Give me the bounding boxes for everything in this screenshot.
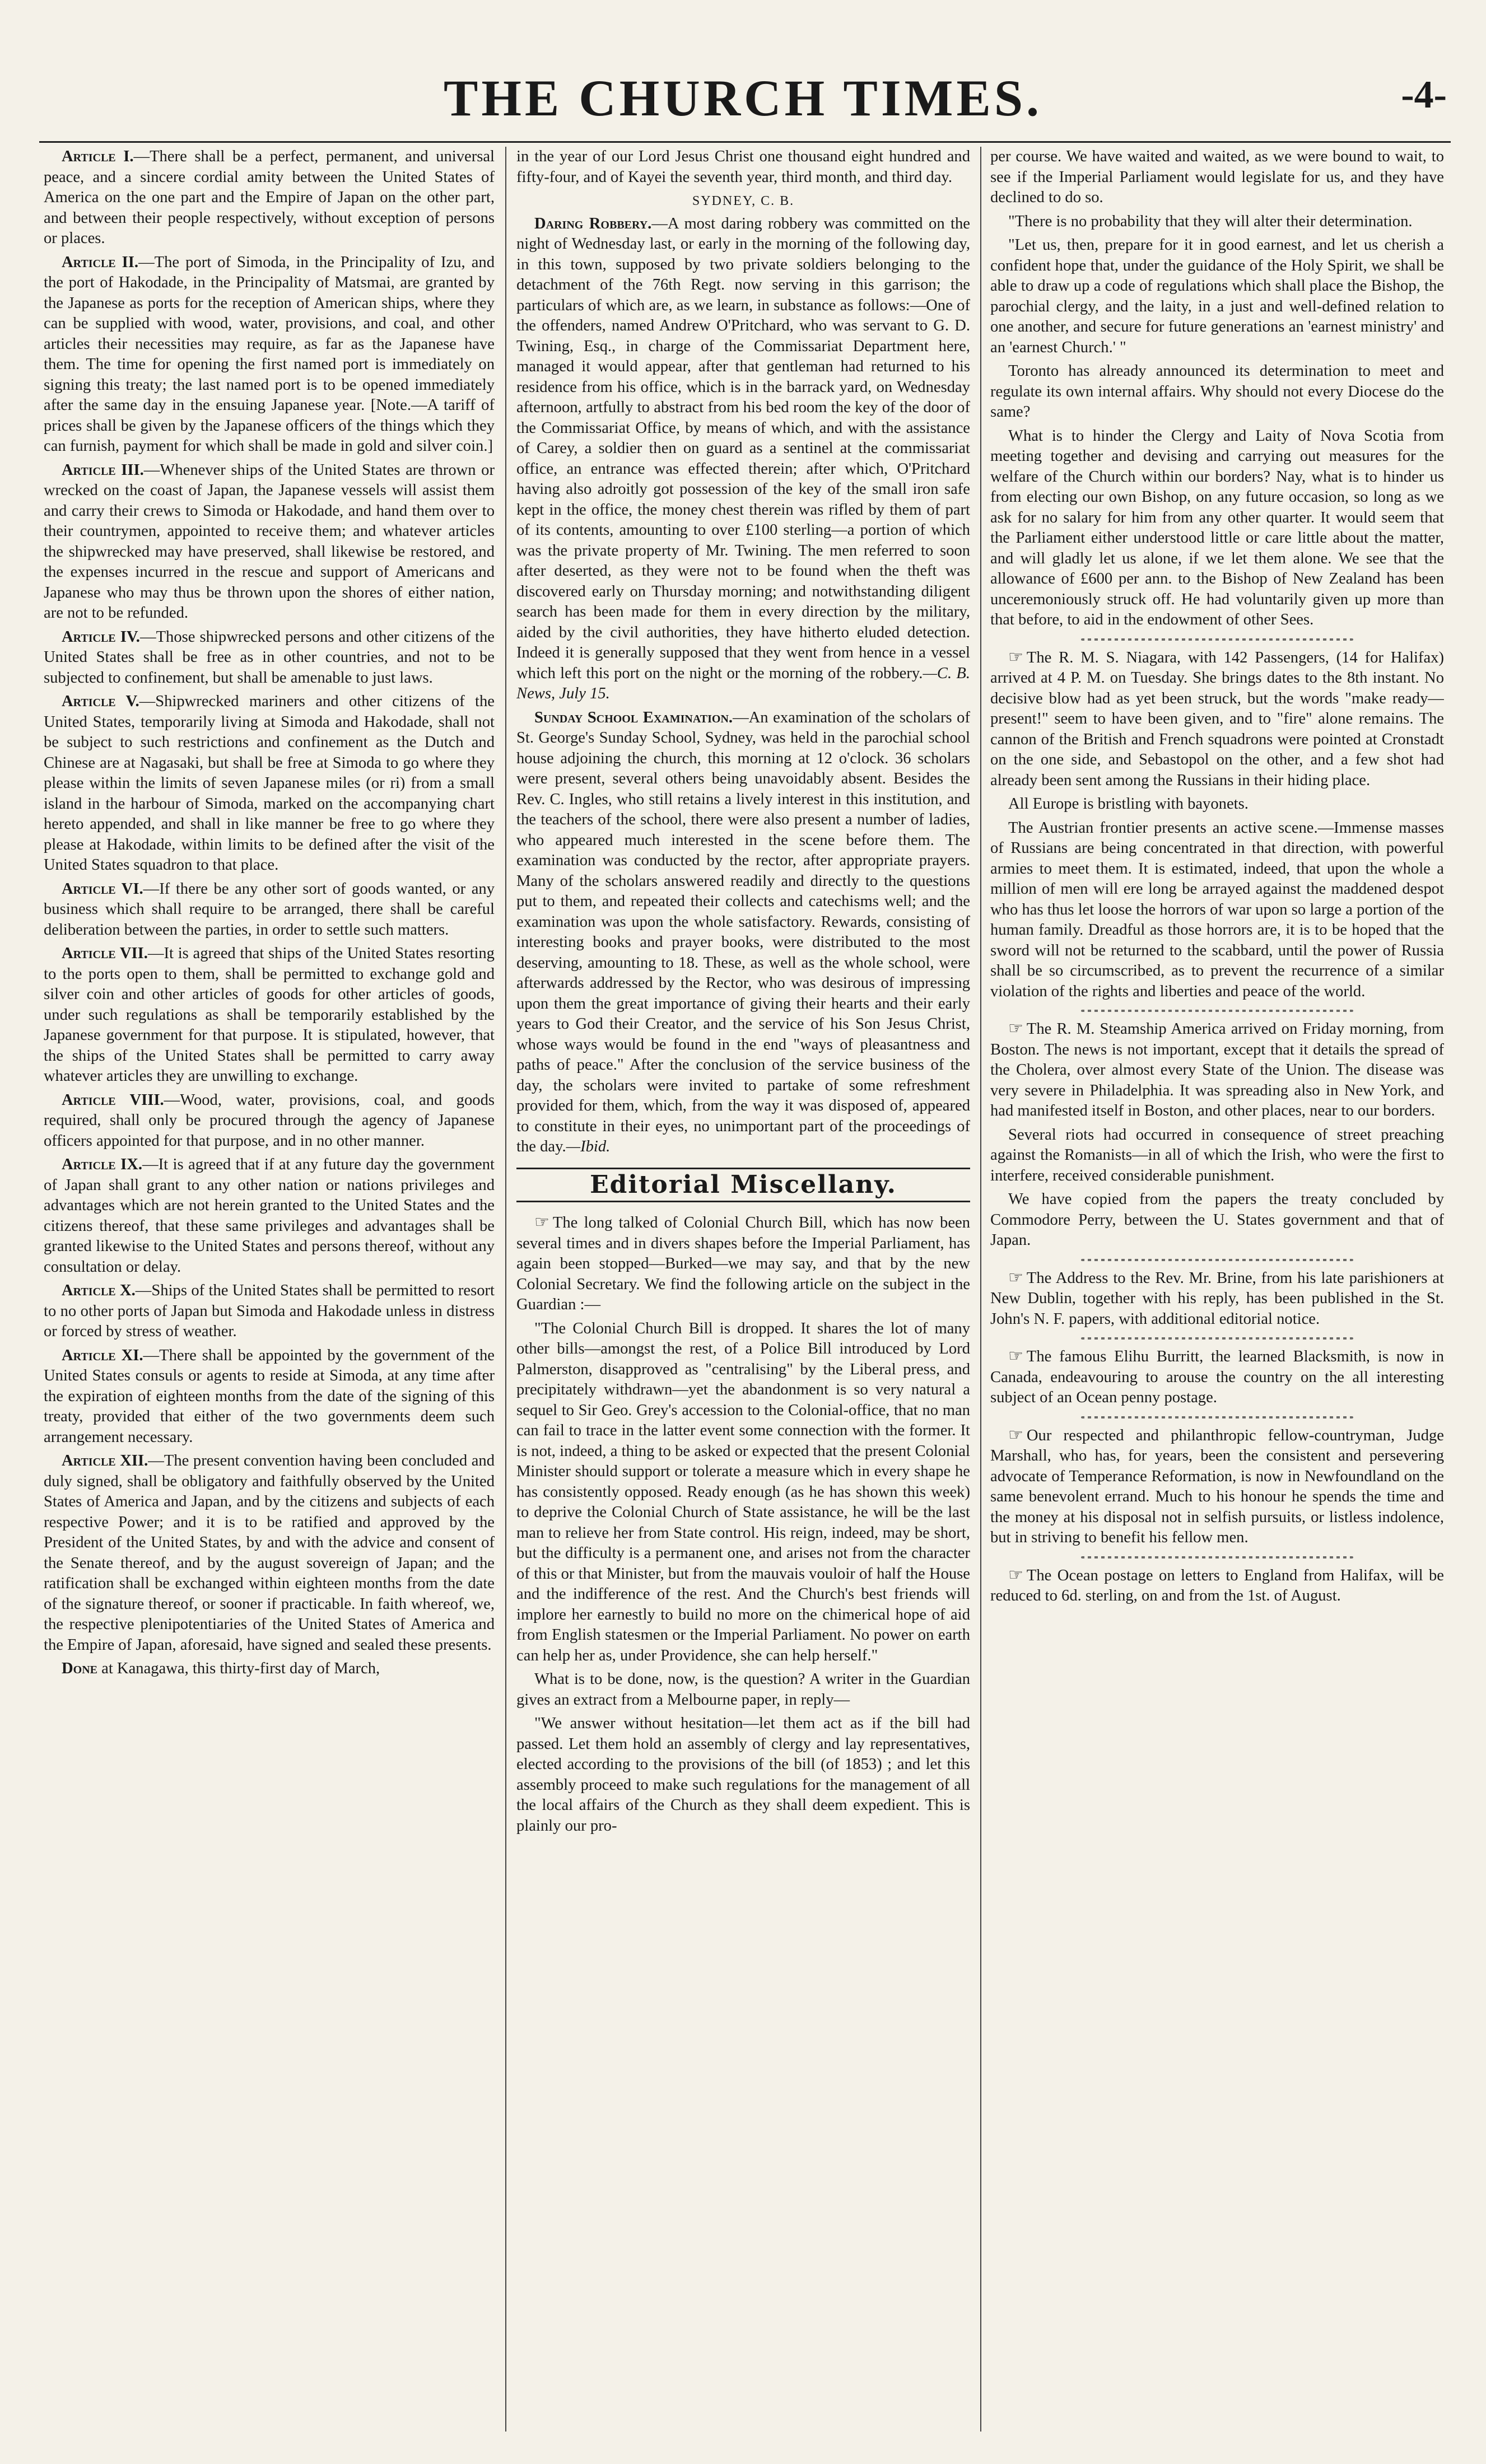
treaty-article	[44, 253, 495, 457]
article-heading: Article II.	[62, 253, 139, 271]
treaty-date-continued: in the year of our Lord Jesus Christ one thousand eight hundred and fifty-four, and of Kayei the seventh year, third month, and third day.	[516, 148, 970, 186]
separator	[1081, 1556, 1353, 1558]
news-item	[990, 1565, 1444, 1607]
article-body: —The present convention having been concluded and duly signed, shall be obligatory and faithfully observed by the United States of America and Japan, and by the citizens and subjects of each respective Power; and it is to be ratified and approved by the President of the United States, by and with the advice and consent of the Senate thereof, and by the august sovereign of Japan; and the ratification shall be exchanged within eighteen months from the date of the signature thereof, or sooner if practicable. In faith whereof, we, the respective plenipotentiaries of the United States of America and the Empire of Japan, aforesaid, have signed and sealed these presents.	[44, 1452, 495, 1654]
article-heading: Article XI.	[62, 1346, 143, 1364]
news-item: The Austrian frontier presents an active scene.—Immense masses of Russians are being concentrated in that direction, with powerful armies to meet them. It is estimated, indeed, that upon the whole a million of men will ere long be arrayed against the maddened despot who has thus let loose the horrors of war upon so large a portion of the human family. Dreadful as those horrors are, it is to be hoped that the sword will not be returned to the scabbard, until the power of Russia shall be so circumscribed, as to prevent the recurrence of a similar violation of the rights and liberties and peace of the world.	[990, 819, 1444, 1000]
article-body: —There shall be appointed by the government of the United States consuls or agents to reside at Simoda, at any time after the expiration of eighteen months from the date of the signing of this treaty, provided that either of the two governments deem such arrangement necessary.	[44, 1346, 495, 1446]
article-heading: Article IX.	[62, 1156, 142, 1173]
article-body: —Ships of the United States shall be permitted to resort to no other ports of Japan but Simoda and Hakodade unless in distress or forced by stress of weather.	[44, 1282, 495, 1340]
news-item	[990, 1019, 1444, 1122]
news-text: The R. M. S. Niagara, with 142 Passengers, (14 for Halifax) arrived at 4 P. M. on Tuesday. She brings dates to the 8th instant. No decisive blow had as yet been struck, but the words "make ready—present!" seem to have been given, and to "fire" alone remains. The cannon of the British and French squadrons were pointed at Cronstadt on the one side, and Sebastopol on the other, and a few shot had already been sent among the Russians in their hiding place.	[990, 648, 1444, 789]
news-item	[990, 647, 1444, 791]
treaty-article	[44, 460, 495, 624]
pointing-hand-icon: ☞	[534, 1212, 549, 1232]
article-body: —The port of Simoda, in the Principality of Izu, and the port of Hakodade, in the Principality of Matsmai, are granted by the Japanese as ports for the reception of American ships, where they can be supplied with wood, water, provisions, and coal, and other articles their necessities may require, as far as the Japanese have them. The time for opening the first named port is immediately on signing this treaty; the last named port is to be opened immediately after the same day in the ensuing Japanese year. [Note.—A tariff of prices shall be given by the Japanese officers of the things which they can furnish, payment for which shall be made in gold and silver coin.]	[44, 253, 495, 455]
article-heading: Article VIII.	[62, 1091, 164, 1109]
masthead	[0, 62, 1486, 134]
article-body: —Wood, water, provisions, coal, and goods required, shall only be procured through the agency of Japanese officers appointed for that purpose, and in no other manner.	[44, 1091, 495, 1150]
news-item: Several riots had occurred in consequence of street preaching against the Romanists—in all of which the Irish, who were the first to interfere, received considerable punishment.	[990, 1126, 1444, 1184]
article-heading: Done	[62, 1660, 97, 1677]
article-body: —If there be any other sort of goods wanted, or any business which shall require to be arranged, there shall be careful deliberation between the parties, in order to settle such matters.	[44, 880, 495, 939]
news-text: The Ocean postage on letters to England from Halifax, will be reduced to 6d. sterling, on and from the 1st. of August.	[990, 1566, 1444, 1604]
article-sunday-school	[516, 708, 970, 1158]
dateline: SYDNEY, C. B.	[692, 194, 795, 208]
news-text: The Address to the Rev. Mr. Brine, from his late parishioners at New Dublin, together with his reply, has been published in the St. John's N. F. papers, with additional editorial notice.	[990, 1269, 1444, 1328]
page-number: -4-	[1401, 73, 1447, 116]
column-divider	[505, 147, 506, 2432]
separator	[1081, 1337, 1353, 1340]
article-body: at Kanagawa, this thirty-first day of March,	[97, 1660, 380, 1677]
column-divider	[980, 147, 981, 2432]
pointing-hand-icon: ☞	[1008, 1425, 1023, 1445]
editorial-paragraph	[516, 1212, 970, 1315]
treaty-article	[44, 692, 495, 876]
article-citation: —C. B. News, July 15.	[516, 664, 970, 702]
article-body: —There shall be a perfect, permanent, and universal peace, and a sincere cordial amity between the United States of America on the one part and the Empire of Japan on the other part, and between their people respectively, without exception of persons or places.	[44, 148, 495, 247]
treaty-article	[44, 1346, 495, 1448]
pointing-hand-icon: ☞	[1008, 1565, 1023, 1585]
news-text: The R. M. Steamship America arrived on Friday morning, from Boston. The news is not important, except that it details the spread of the Cholera, over almost every State of the Union. The disease was very severe in Philadelphia. It was spreading also in New York, and had manifested itself in Boston, and other places, near to our borders.	[990, 1020, 1444, 1119]
article-heading: Article X.	[62, 1282, 136, 1299]
article-heading: Article V.	[62, 693, 139, 710]
section-title: Editorial Miscellany.	[516, 1168, 970, 1203]
article-heading: Article XII.	[62, 1452, 148, 1469]
editorial-paragraph: per course. We have waited and waited, as we were bound to wait, to see if the Imperial Parliament would legislate for us, and they have declined to do so.	[990, 148, 1444, 206]
editorial-text: The long talked of Colonial Church Bill, which has now been several times and in divers shapes before the Imperial Parliament, has again been stopped—Burked—we may say, and that by the new Colonial Secretary. We find the following article on the subject in the Guardian :—	[516, 1214, 970, 1313]
treaty-article	[44, 879, 495, 941]
separator	[1081, 1259, 1353, 1261]
treaty-article	[44, 944, 495, 1087]
editorial-paragraph: What is to be done, now, is the question? A writer in the Guardian gives an extract from a Melbourne paper, in reply—	[516, 1670, 970, 1709]
editorial-paragraph: What is to hinder the Clergy and Laity of Nova Scotia from meeting together and devising and carrying out measures for the welfare of the Church within our borders? Nay, what is to hinder us from electing our own Bishop, on any future occasion, so long as we ask for no salary for him from any other quarter. It would seem that the Parliament either understood little or care little about the matter, and will gladly let us alone, if we let them alone. We see that the allowance of £600 per ann. to the Bishop of New Zealand has been unceremoniously struck off. He had voluntarily given up more than that before, to aid in the endowment of other Sees.	[990, 427, 1444, 628]
article-heading: Article III.	[62, 461, 144, 479]
editorial-paragraph: "There is no probability that they will alter their determination.	[1008, 212, 1413, 230]
news-text: Our respected and philanthropic fellow-countryman, Judge Marshall, who has, for years, been the consistent and persevering advocate of Temperance Reformation, is now in Newfoundland on the same benevolent errand. Much to his honour he spends the time and the money at his disposal not in selfish pursuits, or listless indolence, but in striving to benefit his fellow men.	[990, 1426, 1444, 1546]
article-body: —A most daring robbery was committed on the night of Wednesday last, or early in the morning of the following day, in this town, supposed by two private soldiers belonging to the detachment of the 76th Regt. now serving in this garrison; the particulars of which are, as we learn, in substance as follows:—One of the offenders, named Andrew O'Pritchard, who was servant to G. D. Twining, Esq., in charge of the Commissariat Department here, managed it would appear, after that gentleman had returned to his residence from his office, which is in the barrack yard, on Wednesday afternoon, artfully to abstract from his bed room the key of the door of the Commissariat Office, by means of which, and with the assistance of Carey, a soldier then on guard as a sentinel at the commissariat office, an entrance was effected therein; after which, O'Pritchard having also adroitly got possession of the key of the small iron safe kept in the office, the money chest therein was rifled by them of part of its contents, amounting to over £100 sterling—a portion of which was the private property of Mr. Twining. The men referred to soon after deserted, as they were not to be found when the theft was discovered early on Thursday morning; and notwithstanding diligent search has been made for them in every direction by the military, aided by the civil authorities, they have hitherto eluded detection. Indeed it is generally supposed that they went from hence in a vessel which left this port on the night or the morning of the robbery.	[516, 214, 970, 682]
pointing-hand-icon: ☞	[1008, 647, 1023, 667]
article-heading: Article IV.	[62, 628, 140, 646]
article-robbery	[516, 214, 970, 704]
article-body: —An examination of the scholars of St. George's Sunday School, Sydney, was held in the parochial school house adjoining the church, this morning at 12 o'clock. 36 scholars were present, several others being unavoidably absent. Besides the Rev. C. Ingles, who still retains a lively interest in this institution, and the teachers of the school, there were also present a number of ladies, who appeared much interested in the scene before them. The examination was conducted by the rector, after appropriate prayers. Many of the scholars answered readily and directly to the questions put to them, and repeated their collects and catechisms well; and the examination was upon the whole satisfactory. Rewards, consisting of interesting books and prayer books, were distributed to the most deserving, amounting to 18. These, as well as the whole school, were afterwards addressed by the Rector, who was desirous of impressing upon them the great importance of giving their hearts and their early years to God their Creator, and the service of his Son Jesus Christ, whose ways would be found in the end "ways of pleasantness and paths of peace." After the conclusion of the service business of the day, the scholars were invited to partake of some refreshment provided for them, which, from the way it was disposed of, appeared to constitute in their eyes, no unimportant part of the proceedings of the day.	[516, 708, 970, 1155]
news-item	[990, 1346, 1444, 1408]
article-heading: Daring Robbery.	[534, 214, 652, 232]
pointing-hand-icon: ☞	[1008, 1346, 1023, 1366]
article-body: —Shipwrecked mariners and other citizens of the United States, temporarily living at Simoda and Hakodade, shall not be subject to such restrictions and confinement as the Dutch and Chinese are at Nagasaki, but shall be free at Simoda to go where they please within the limits of seven Japanese miles (or ri) from a small island in the harbour of Simoda, marked on the accompanying chart hereto appended, and shall in like manner be free to go where they please at Hakodade, within limits to be defined after the visit of the United States squadron to that place.	[44, 693, 495, 874]
article-heading: Article I.	[62, 148, 134, 165]
article-heading: Article VI.	[62, 880, 143, 898]
column-editorial	[990, 147, 1444, 2437]
treaty-article	[44, 1281, 495, 1342]
news-item: We have copied from the papers the treaty concluded by Commodore Perry, between the U. States government and that of Japan.	[990, 1191, 1444, 1249]
pointing-hand-icon: ☞	[1008, 1019, 1023, 1038]
treaty-article	[44, 1090, 495, 1152]
newspaper-title: THE CHURCH TIMES.	[443, 69, 1043, 127]
news-item	[990, 1268, 1444, 1330]
news-text: The famous Elihu Burritt, the learned Blacksmith, is now in Canada, endeavouring to arouse the country on the all interesting subject of an Ocean penny postage.	[990, 1348, 1444, 1406]
separator	[1081, 1010, 1353, 1012]
column-news	[516, 147, 970, 2437]
treaty-article	[44, 1155, 495, 1277]
separator	[1081, 1416, 1353, 1418]
editorial-paragraph: Toronto has already announced its determination to meet and regulate its own internal affairs. Why should not every Diocese do the same?	[990, 362, 1444, 421]
news-item	[990, 1425, 1444, 1548]
editorial-paragraph: "The Colonial Church Bill is dropped. It shares the lot of many other bills—amongst the rest, of a Police Bill introduced by Lord Palmerston, disapproved as "centralising" by the Liberal press, and precipitately withdrawn—yet the abandonment is so very natural a sequel to Sir Geo. Grey's accession to the Colonial-office, that no man can fail to trace in the latter event some connection with the former. It is not, indeed, a thing to be asked or expected that the present Colonial Minister should support or tolerate a measure which in every shape he has consistently opposed. Ready enough (as he has shown this week) to deprive the Colonial Church of State assistance, he will be the last man to relieve her from State control. His reign, indeed, may be short, but the difficulty is a permanent one, and arises not from the character of this or that Minister, but from the mauvais vouloir of half the House and the indifference of the rest. And the Church's best friends will implore her earnestly to build no more on the chimerical hope of aid from English statesmen or the Imperial Parliament. No power on earth can help her as, under Providence, she can help herself."	[516, 1319, 970, 1664]
news-item: All Europe is bristling with bayonets.	[1008, 795, 1249, 813]
article-body: —It is agreed that if at any future day the government of Japan shall grant to any other nation or nations privileges and advantages which are not herein granted to the United States and the citizens thereof, that these same privileges and advantages shall be granted likewise to the United States and persons thereof, without any consultation or delay.	[44, 1156, 495, 1276]
article-body: —It is agreed that ships of the United States resorting to the ports open to them, shall be permitted to exchange gold and silver coin and other articles of goods for other articles of goods, under such regulations as shall be temporarily established by the Japanese government for that purpose. It is stipulated, however, that the ships of the United States shall be permitted to carry away whatever articles they are unwilling to exchange.	[44, 945, 495, 1085]
separator	[1081, 638, 1353, 641]
article-body: —Whenever ships of the United States are thrown or wrecked on the coast of Japan, the Japanese vessels will assist them and carry their crews to Simoda or Hakodade, and hand them over to their countrymen, appointed to receive them; and whatever articles the shipwrecked may have preserved, shall likewise be restored, and the expenses incurred in the rescue and support of Americans and Japanese who may thus be thrown upon the shores of either nation, are not to be refunded.	[44, 461, 495, 622]
column-treaty	[44, 147, 495, 2437]
editorial-paragraph: "Let us, then, prepare for it in good earnest, and let us cherish a confident hope that, under the guidance of the Holy Spirit, we shall be able to draw up a code of regulations which shall place the Bishop, the parochial clergy, and the laity, in a just and well-defined relation to one another, and secure for future generations an 'earnest ministry' and an 'earnest Church.' "	[990, 236, 1444, 356]
editorial-paragraph: "We answer without hesitation—let them act as if the bill had passed. Let them hold an assembly of clergy and lay representatives, elected according to the provisions of the bill (of 1853) ; and let this assembly proceed to make such regulations for the management of all the local affairs of the Church as they shall deem expedient. This is plainly our pro-	[516, 1715, 970, 1835]
header-rule	[39, 141, 1451, 143]
article-heading: Sunday School Examination.	[534, 708, 733, 726]
pointing-hand-icon: ☞	[1008, 1267, 1023, 1287]
treaty-article	[44, 627, 495, 689]
article-citation: —Ibid.	[566, 1138, 611, 1155]
article-heading: Article VII.	[62, 945, 148, 962]
treaty-article	[44, 147, 495, 249]
treaty-article	[44, 1659, 495, 1679]
article-body: —Those shipwrecked persons and other citizens of the United States shall be free as in other countries, and not to be subjected to confinement, but shall be amenable to just laws.	[44, 628, 495, 687]
treaty-article	[44, 1451, 495, 1655]
